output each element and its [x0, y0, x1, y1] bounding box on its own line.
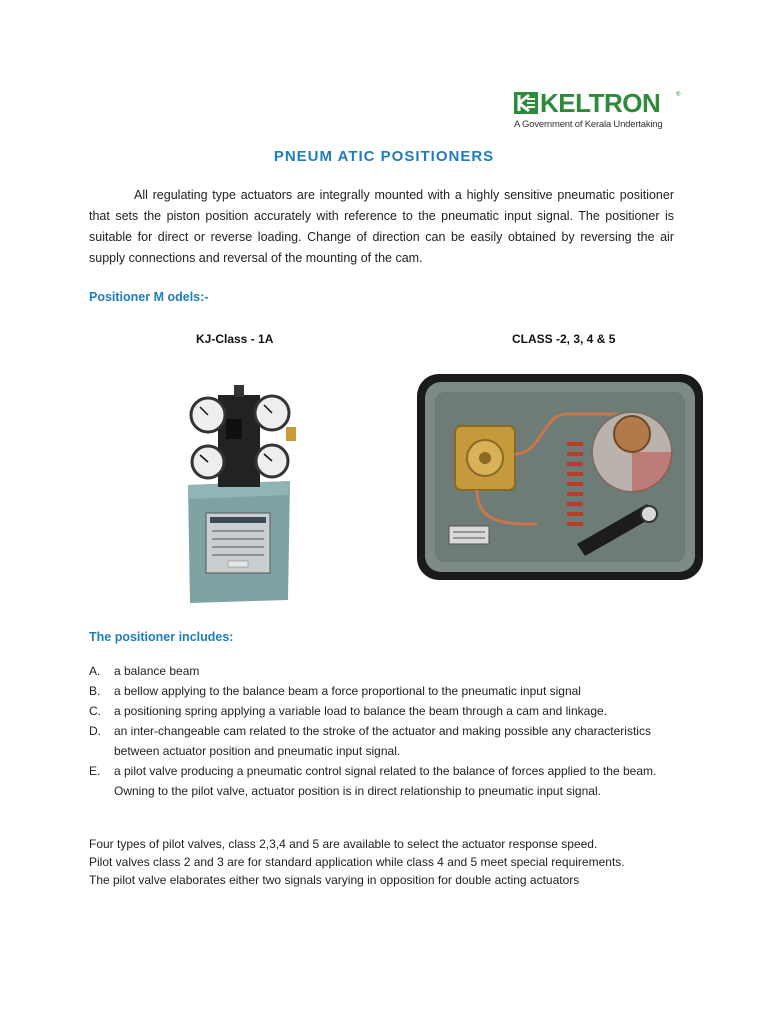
- list-item-text: a bellow applying to the balance beam a force proportional to the pneumatic input signal: [114, 684, 581, 698]
- list-item-letter: A.: [89, 664, 101, 678]
- intro-paragraph: All regulating type actuators are integrally mounted with a highly sensitive pneumatic positioner that sets the piston position accurately with reference to the pneumatic input signal. The positioner is suitable for direct or reverse loading. Change of direction can be easily obtained by reversing the air supply connections and reversal of the mounting of the cam.: [89, 188, 674, 265]
- includes-heading: The positioner includes:: [89, 630, 234, 644]
- model-label-left: KJ-Class - 1A: [196, 332, 274, 346]
- pilot-valve-paragraph: [89, 835, 709, 889]
- list-item-text: a pilot valve producing a pneumatic control signal related to the balance of forces applied to the beam. Owning to the pilot valve, actuator position is in direct relationship to pneumatic input signal.: [114, 764, 657, 798]
- list-item-letter: B.: [89, 684, 101, 698]
- logo-registered-mark: ®: [676, 92, 681, 98]
- list-item: [89, 661, 689, 681]
- list-item-text: a balance beam: [114, 664, 200, 678]
- page-title: PNEUM ATIC POSITIONERS: [273, 148, 495, 165]
- footer-line: Four types of pilot valves, class 2,3,4 and 5 are available to select the actuator response speed.: [89, 837, 598, 851]
- logo-wordmark: KELTRON: [540, 88, 661, 118]
- keltron-mark-icon: [514, 92, 538, 114]
- model-label-right: CLASS -2, 3, 4 & 5: [512, 332, 616, 346]
- models-heading: Positioner M odels:-: [89, 290, 209, 304]
- list-item: [89, 721, 689, 761]
- logo-tagline: A Government of Kerala Undertaking: [514, 119, 663, 130]
- list-item-text: an inter-changeable cam related to the stroke of the actuator and making possible any characteristics between actuator position and pneumatic input signal.: [114, 724, 651, 758]
- list-item-text: a positioning spring applying a variable load to balance the beam through a cam and linkage.: [114, 704, 607, 718]
- list-item-letter: C.: [89, 704, 101, 718]
- list-item: [89, 701, 689, 721]
- list-item-letter: D.: [89, 724, 101, 738]
- footer-line: Pilot valves class 2 and 3 are for standard application while class 4 and 5 meet special requirements.: [89, 855, 625, 869]
- keltron-logo: [512, 88, 682, 134]
- list-item: [89, 681, 689, 701]
- footer-line: The pilot valve elaborates either two signals varying in opposition for double acting actuators: [89, 873, 580, 887]
- list-item: [89, 761, 689, 801]
- includes-list: [89, 661, 689, 801]
- kj-class-positioner-photo: [178, 385, 298, 605]
- class-2-5-positioner-photo: [417, 374, 703, 580]
- list-item-letter: E.: [89, 764, 101, 778]
